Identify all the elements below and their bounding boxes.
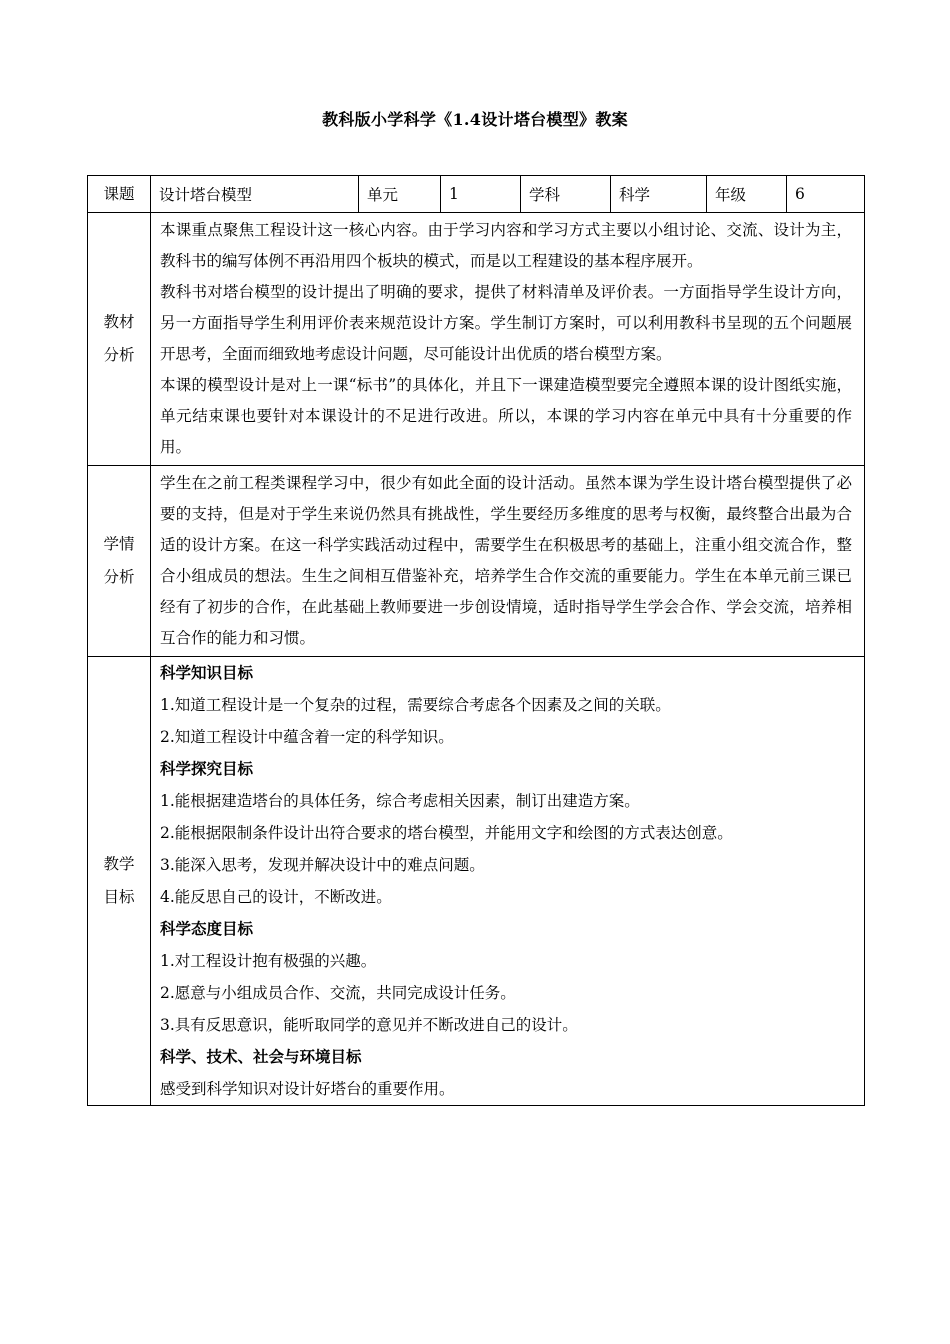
textbook-analysis-label <box>88 213 151 466</box>
inquiry-goal-item: 1.能根据建造塔台的具体任务，综合考虑相关因素，制订出建造方案。 <box>160 792 640 810</box>
attitude-goal-item: 2.愿意与小组成员合作、交流，共同完成设计任务。 <box>160 984 516 1002</box>
sts-goal-text: 感受到科学知识对设计好塔台的重要作用。 <box>160 1080 455 1098</box>
teaching-goals-row <box>88 657 865 1106</box>
lesson-plan-table <box>87 175 865 1106</box>
textbook-analysis-paragraph: 本课重点聚焦工程设计这一核心内容。由于学习内容和学习方式主要以小组讨论、交流、设计为主，教科书的编写体例不再沿用四个板块的模式，而是以工程建设的基本程序展开。 <box>160 221 852 270</box>
subject-value: 科学 <box>611 176 707 213</box>
teaching-goals-label <box>88 657 151 1106</box>
attitude-goal-item: 3.具有反思意识，能听取同学的意见并不断改进自己的设计。 <box>160 1016 578 1034</box>
textbook-analysis-label-line2: 分析 <box>103 346 135 364</box>
teaching-goals-label-line2: 目标 <box>103 888 135 906</box>
document-title: 教科版小学科学《1.4设计塔台模型》教案 <box>322 110 628 129</box>
knowledge-goal-item: 1.知道工程设计是一个复杂的过程，需要综合考虑各个因素及之间的关联。 <box>160 696 671 714</box>
unit-label: 单元 <box>359 176 441 213</box>
student-analysis-label-line2: 分析 <box>103 568 135 586</box>
inquiry-goals-heading: 科学探究目标 <box>160 759 254 778</box>
subject-label: 学科 <box>521 176 611 213</box>
teaching-goals-label-line1: 教学 <box>103 855 135 873</box>
inquiry-goal-item: 4.能反思自己的设计，不断改进。 <box>160 888 392 906</box>
teaching-goals-content <box>151 657 865 1106</box>
student-analysis-label <box>88 466 151 657</box>
topic-value: 设计塔台模型 <box>151 176 359 213</box>
knowledge-goal-item: 2.知道工程设计中蕴含着一定的科学知识。 <box>160 728 454 746</box>
textbook-analysis-content <box>151 213 865 466</box>
knowledge-goals-heading: 科学知识目标 <box>160 663 254 682</box>
attitude-goal-item: 1.对工程设计抱有极强的兴趣。 <box>160 952 377 970</box>
header-row <box>88 176 865 213</box>
textbook-analysis-paragraph: 教科书对塔台模型的设计提出了明确的要求，提供了材料清单及评价表。一方面指导学生设计方向，另一方面指导学生利用评价表来规范设计方案。学生制订方案时，可以利用教科书呈现的五个问题展开思考，全面而细致地考虑设计问题，尽可能设计出优质的塔台模型方案。 <box>160 283 852 363</box>
student-analysis-row <box>88 466 865 657</box>
attitude-goals-heading: 科学态度目标 <box>160 919 254 938</box>
grade-value: 6 <box>787 176 865 213</box>
inquiry-goal-item: 3.能深入思考，发现并解决设计中的难点问题。 <box>160 856 485 874</box>
topic-label: 课题 <box>88 176 151 213</box>
student-analysis-paragraph: 学生在之前工程类课程学习中，很少有如此全面的设计活动。虽然本课为学生设计塔台模型提供了必要的支持，但是对于学生来说仍然具有挑战性，学生要经历多维度的思考与权衡，最终整合出最为合适的设计方案。在这一科学实践活动过程中，需要学生在积极思考的基础上，注重小组交流合作，整合小组成员的想法。生生之间相互借鉴补充，培养学生合作交流的重要能力。学生在本单元前三课已经有了初步的合作，在此基础上教师要进一步创设情境，适时指导学生学会合作、学会交流，培养相互合作的能力和习惯。 <box>160 474 852 647</box>
textbook-analysis-label-line1: 教材 <box>103 313 135 331</box>
textbook-analysis-row <box>88 213 865 466</box>
textbook-analysis-paragraph: 本课的模型设计是对上一课“标书”的具体化，并且下一课建造模型要完全遵照本课的设计图纸实施，单元结束课也要针对本课设计的不足进行改进。所以，本课的学习内容在单元中具有十分重要的作用。 <box>160 376 852 456</box>
sts-goals-heading: 科学、技术、社会与环境目标 <box>160 1047 362 1066</box>
student-analysis-content <box>151 466 865 657</box>
student-analysis-label-line1: 学情 <box>103 535 135 553</box>
unit-value: 1 <box>441 176 521 213</box>
inquiry-goal-item: 2.能根据限制条件设计出符合要求的塔台模型，并能用文字和绘图的方式表达创意。 <box>160 824 733 842</box>
grade-label: 年级 <box>707 176 787 213</box>
